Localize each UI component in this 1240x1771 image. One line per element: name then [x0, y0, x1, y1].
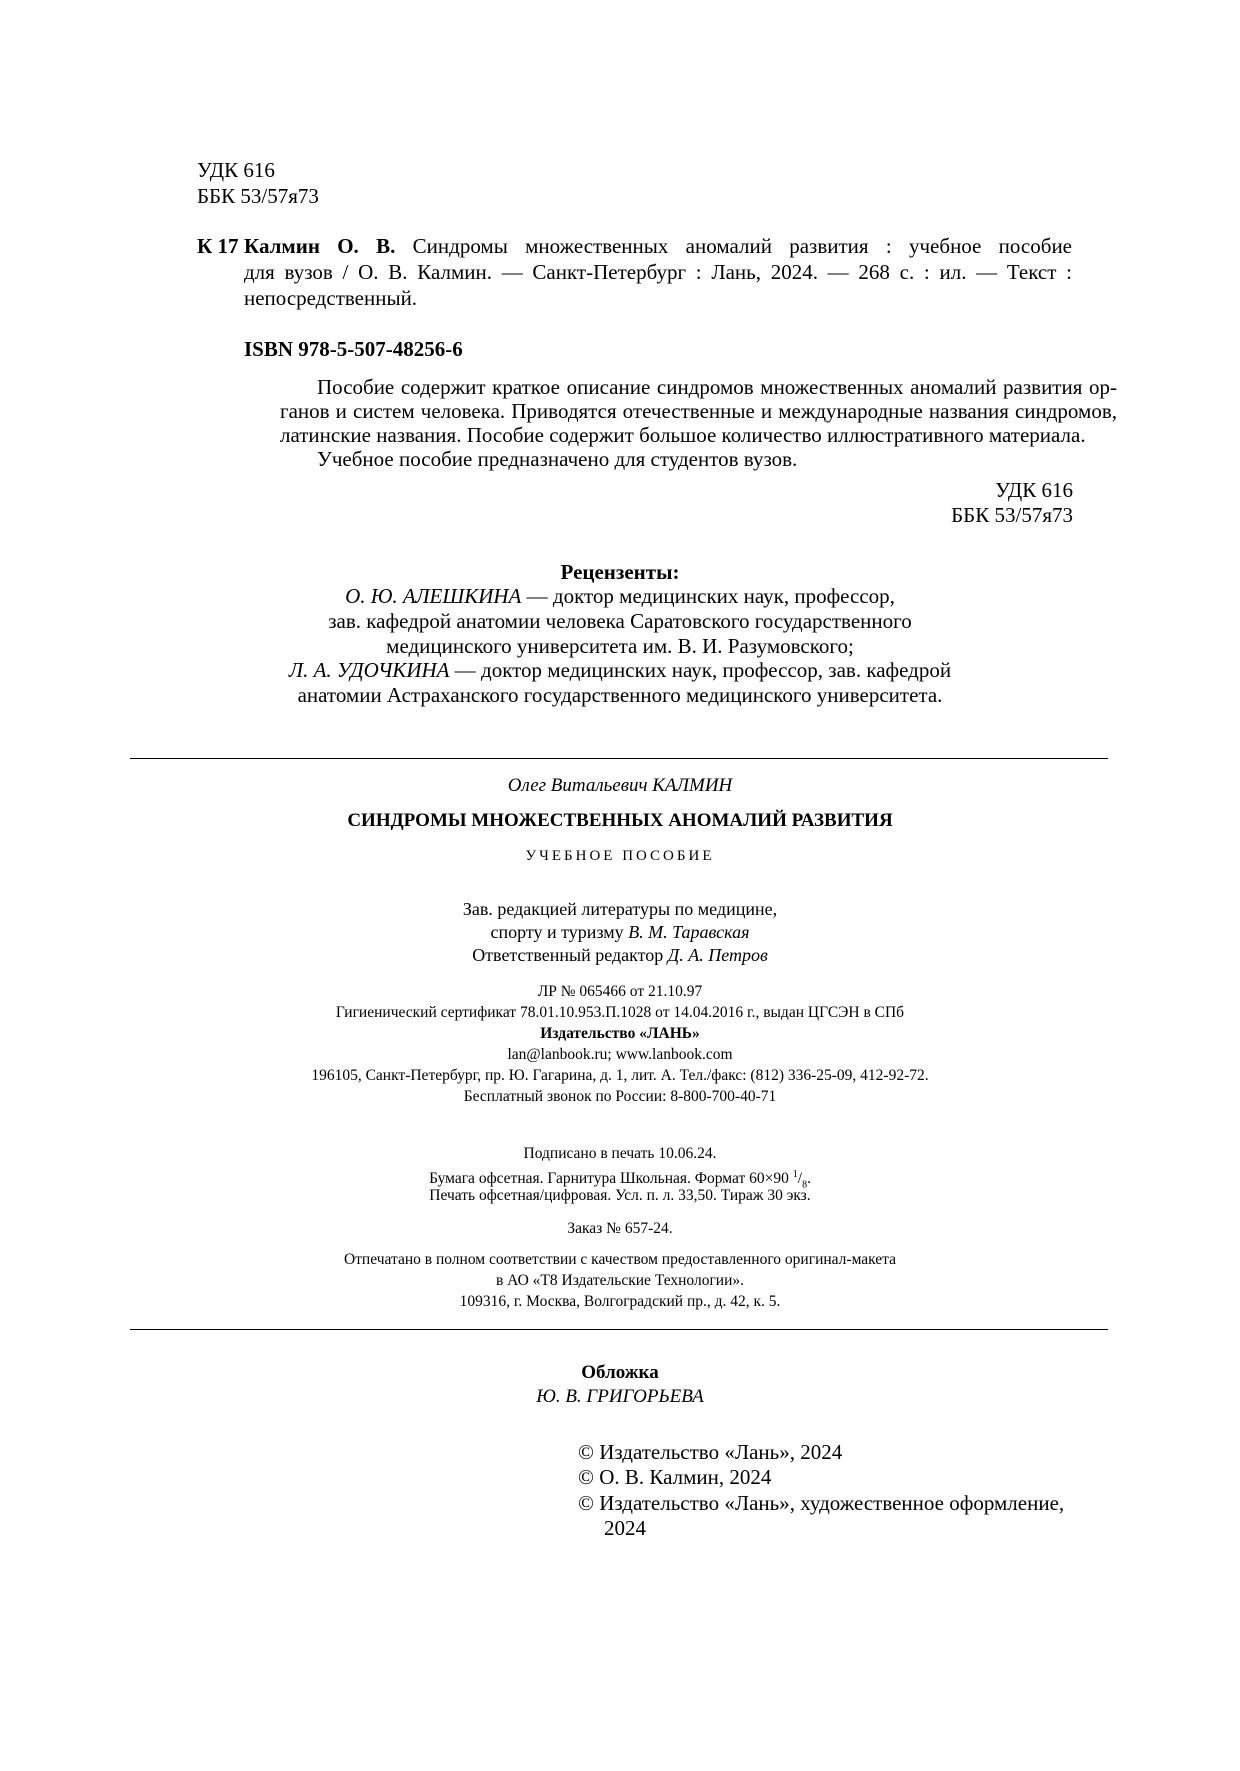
printed-line-3: 109316, г. Москва, Волгоградский пр., д. 42, к. 5.	[459, 1293, 781, 1310]
editor-line-1: Зав. редакцией литературы по медицине,	[462, 899, 778, 919]
abstract-line-4: Учебное пособие предназначено для студентов вузов.	[317, 447, 798, 471]
editor-line-2	[0, 921, 1240, 943]
printing-info: Печать офсетная/цифровая. Усл. п. л. 33,50. Тираж 30 экз.	[429, 1187, 811, 1204]
entry-title: Синдромы множественных аномалий развития : учебное пособие	[395, 234, 1072, 258]
isbn: ISBN 978-5-507-48256-6	[244, 337, 463, 361]
bbk-bottom: ББК 53/57я73	[951, 503, 1073, 527]
copyright-3-line-2: 2024	[604, 1516, 646, 1540]
editor-subject: спорту и туризму	[490, 922, 629, 942]
format-numerator: 1	[792, 1169, 798, 1180]
reviewer-1-line-3: медицинского университета им. В. И. Разумовского;	[386, 634, 854, 658]
bbk-top: ББК 53/57я73	[197, 184, 319, 208]
cover-heading: Обложка	[581, 1362, 659, 1383]
printed-line-1: Отпечатано в полном соответствии с качеством предоставленного оригинал-макета	[343, 1251, 897, 1268]
printed-line-2: в АО «Т8 Издательские Технологии».	[495, 1272, 745, 1289]
resp-editor-name: Д. А. Петров	[667, 945, 768, 965]
udk-top: УДК 616	[197, 158, 275, 182]
reviewer-1-name: О. Ю. АЛЕШКИНА	[345, 584, 522, 608]
entry-line-2: для вузов / О. В. Калмин. — Санкт-Петербург : Лань, 2024. — 268 с. : ил. — Текст :	[244, 260, 1072, 284]
entry-author: Калмин О. В.	[244, 234, 396, 258]
format-denominator: 8	[802, 1179, 808, 1191]
author-mark: К 17	[197, 234, 239, 258]
reviewer-1-line-2: зав. кафедрой анатомии человека Саратовского государственного	[328, 609, 912, 633]
imprint-author: Олег Витальевич КАЛМИН	[507, 775, 733, 796]
publisher-address: 196105, Санкт-Петербург, пр. Ю. Гагарина, д. 1, лит. А. Тел./факс: (812) 336-25-09, 412-92-72.	[311, 1067, 929, 1084]
imprint-subtitle: УЧЕБНОЕ ПОСОБИЕ	[525, 848, 715, 864]
copyright-3-line-1: © Издательство «Лань», художественное оформление,	[578, 1491, 1065, 1515]
abstract-line-1: Пособие содержит краткое описание синдромов множественных аномалий развития ор-	[317, 375, 1117, 399]
license: ЛР № 065466 от 21.10.97	[537, 983, 703, 1000]
signed-date: Подписано в печать 10.06.24.	[523, 1145, 717, 1162]
paper-text: Бумага офсетная. Гарнитура Школьная. Формат 60×90	[429, 1170, 793, 1188]
divider-bottom	[130, 1329, 1108, 1330]
reviewer-2-name: Л. А. УДОЧКИНА	[288, 658, 450, 682]
copyright-1: © Издательство «Лань», 2024	[578, 1440, 843, 1464]
reviewer-1-line-1	[0, 583, 1240, 609]
editor-name: В. М. Таравская	[628, 922, 750, 942]
imprint-title: СИНДРОМЫ МНОЖЕСТВЕННЫХ АНОМАЛИЙ РАЗВИТИЯ	[347, 810, 893, 831]
reviewer-1-title: — доктор медицинских наук, профессор,	[521, 584, 895, 608]
copyright-2: © О. В. Калмин, 2024	[578, 1465, 772, 1489]
publisher-web: lan@lanbook.ru; www.lanbook.com	[507, 1046, 733, 1063]
entry-line-3: непосредственный.	[244, 286, 418, 310]
abstract-line-2: ганов и систем человека. Приводятся отечественные и международные названия синдромов,	[280, 399, 1117, 423]
reviewer-2-line-1	[0, 657, 1240, 683]
abstract-line-3: латинские названия. Пособие содержит большое количество иллюстративного материала.	[280, 423, 1086, 447]
order-number: Заказ № 657-24.	[567, 1220, 673, 1237]
reviewer-2-line-2: анатомии Астраханского государственного медицинского университета.	[297, 683, 943, 707]
cover-designer: Ю. В. ГРИГОРЬЕВА	[536, 1386, 704, 1407]
reviewers-heading: Рецензенты:	[560, 560, 680, 584]
entry-line-1	[244, 233, 1072, 259]
udk-bottom: УДК 616	[995, 478, 1073, 502]
publisher-name: Издательство «ЛАНЬ»	[540, 1025, 700, 1042]
publisher-phone: Бесплатный звонок по России: 8-800-700-40-71	[463, 1088, 777, 1105]
paper-format: Бумага офсетная. Гарнитура Школьная. Формат 60×90 $^1/_8$.	[429, 1169, 811, 1191]
reviewer-2-title: — доктор медицинских наук, профессор, зав. кафедрой	[449, 658, 952, 682]
certificate: Гигиенический сертификат 78.01.10.953.П.1028 от 14.04.2016 г., выдан ЦГСЭН в СПб	[335, 1004, 905, 1021]
resp-editor	[0, 944, 1240, 966]
resp-editor-label: Ответственный редактор	[472, 945, 668, 965]
divider-top	[130, 758, 1108, 759]
